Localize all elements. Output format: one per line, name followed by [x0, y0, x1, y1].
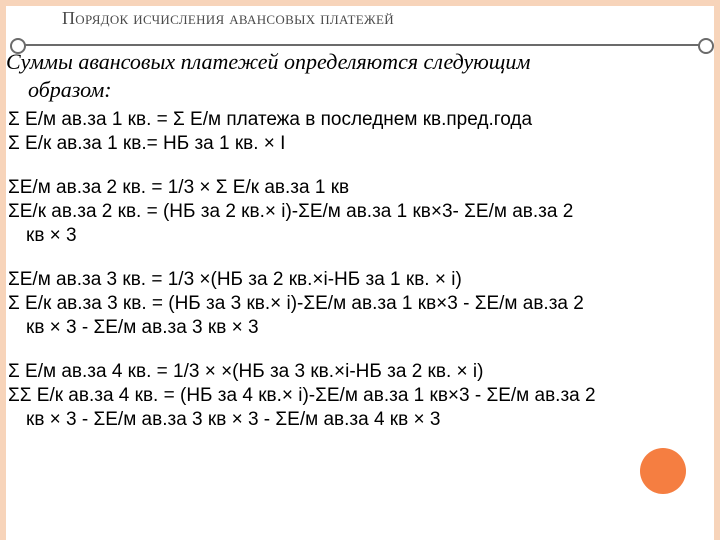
- intro-line-1: Суммы авансовых платежей определяются следующим: [6, 49, 531, 74]
- slide-border-top: [0, 0, 720, 6]
- accent-dot: [640, 448, 686, 494]
- intro-line-2: образом:: [28, 77, 112, 102]
- spacer: [8, 340, 713, 360]
- formula-text: ΣЕ/м ав.за 3 кв. = 1/3 ×(НБ за 2 кв.×i-НБ за 1 кв. × i): [8, 269, 462, 290]
- intro-text: [6, 48, 716, 104]
- formula-text: Σ Е/к ав.за 3 кв. = (НБ за 3 кв.× i)-ΣЕ/м ав.за 1 кв×3 - ΣЕ/м ав.за 2: [8, 293, 584, 314]
- formula-line-1: [8, 108, 713, 132]
- formula-line-5: [8, 268, 713, 292]
- formula-line-7: [8, 360, 713, 384]
- formula-continuation: кв × 3 - ΣЕ/м ав.за 3 кв × 3: [26, 317, 259, 338]
- formula-text: ΣΣ Е/к ав.за 4 кв. = (НБ за 4 кв.× i)-ΣЕ/м ав.за 1 кв×3 - ΣЕ/м ав.за 2: [8, 385, 596, 406]
- formula-text: Σ Е/м ав.за 4 кв. = 1/3 × ×(НБ за 3 кв.×i-НБ за 2 кв. × i): [8, 361, 484, 382]
- formula-list: [8, 108, 713, 432]
- formula-continuation: кв × 3 - ΣЕ/м ав.за 3 кв × 3 - ΣЕ/м ав.за 4 кв × 3: [26, 409, 441, 430]
- spacer: [8, 248, 713, 268]
- spacer: [8, 156, 713, 176]
- formula-line-6: [8, 292, 713, 340]
- formula-line-4: [8, 200, 713, 248]
- formula-continuation: кв × 3: [26, 225, 77, 246]
- formula-text: ΣЕ/к ав.за 2 кв. = (НБ за 2 кв.× i)-ΣЕ/м ав.за 1 кв×3- ΣЕ/м ав.за 2: [8, 201, 574, 222]
- formula-line-8: [8, 384, 713, 432]
- formula-text: Σ Е/к ав.за 1 кв.= НБ за 1 кв. × I: [8, 133, 286, 154]
- formula-text: ΣЕ/м ав.за 2 кв. = 1/3 × Σ Е/к ав.за 1 кв: [8, 177, 350, 198]
- title-divider: [16, 44, 708, 46]
- formula-text: Σ Е/м ав.за 1 кв. = Σ Е/м платежа в последнем кв.пред.года: [8, 109, 533, 130]
- formula-line-3: [8, 176, 713, 200]
- formula-line-2: [8, 132, 713, 156]
- slide-title: Порядок исчисления авансовых платежей: [62, 8, 394, 28]
